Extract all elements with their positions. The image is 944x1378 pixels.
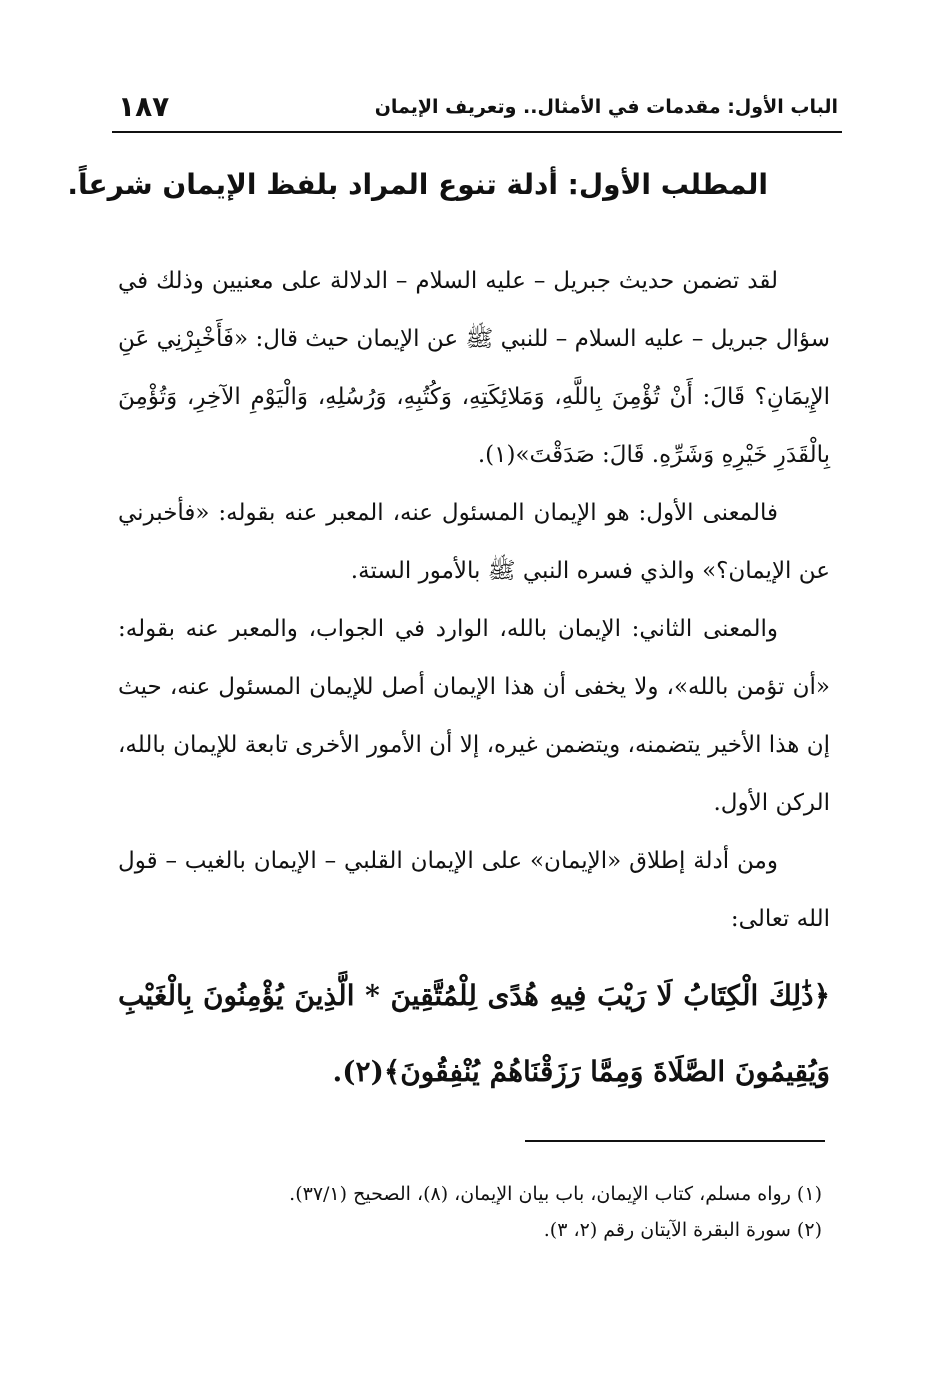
paragraph-hadith: لقد تضمن حديث جبريل – عليه السلام – الدلالة على معنيين وذلك في سؤال جبريل – عليه السلام – للنبي ﷺ عن الإيمان حيث قال: «فَأَخْبِرْنِي عَنِ الإِيمَانِ؟ قَالَ: أَنْ تُؤْمِنَ بِاللَّهِ، وَمَلائِكَتِهِ، وَكُتُبِهِ، وَرُسُلِهِ، وَالْيَوْمِ الآخِرِ، وَتُؤْمِنَ بِالْقَدَرِ خَيْرِهِ وَشَرِّهِ. قَالَ: صَدَقْتَ»(١).: [118, 268, 830, 468]
paragraph-first-meaning: فالمعنى الأول: هو الإيمان المسئول عنه، المعبر عنه بقوله: «فأخبرني عن الإيمان؟» والذي فسره النبي ﷺ بالأمور الستة.: [118, 500, 830, 584]
footnotes: [122, 1176, 822, 1248]
footnote-divider: [525, 1140, 825, 1142]
footnote-2: (٢) سورة البقرة الآيتان رقم (٢، ٣).: [543, 1219, 822, 1241]
running-title: الباب الأول: مقدمات في الأمثال.. وتعريف الإيمان: [374, 96, 838, 118]
section-title: المطلب الأول: أدلة تنوع المراد بلفظ الإيمان شرعاً.: [67, 168, 768, 201]
paragraph-evidence-intro: ومن أدلة إطلاق «الإيمان» على الإيمان القلبي – الإيمان بالغيب – قول الله تعالى:: [118, 848, 830, 932]
page-header: [112, 88, 842, 132]
main-text: [118, 252, 830, 1110]
page-number: ١٨٧: [118, 90, 170, 123]
header-divider: [112, 131, 842, 133]
paragraph-second-meaning: والمعنى الثاني: الإيمان بالله، الوارد في الجواب، والمعبر عنه بقوله: «أن تؤمن بالله»، ولا يخفى أن هذا الإيمان أصل للإيمان المسئول عنه، حيث إن هذا الأخير يتضمنه، ويتضمن غيره، إلا أن الأمور الأخرى تابعة للإيمان بالله، الركن الأول.: [118, 616, 830, 816]
footnote-1: (١) رواه مسلم، كتاب الإيمان، باب بيان الإيمان، (٨)، الصحيح (٣٧/١).: [289, 1183, 822, 1205]
quran-verse: ﴿ذَٰلِكَ الْكِتَابُ لَا رَيْبَ فِيهِ هُدًى لِلْمُتَّقِينَ * الَّذِينَ يُؤْمِنُونَ بِالْغَيْبِ وَيُقِيمُونَ الصَّلَاةَ وَمِمَّا رَزَقْنَاهُمْ يُنْفِقُونَ﴾(٢).: [118, 979, 830, 1088]
